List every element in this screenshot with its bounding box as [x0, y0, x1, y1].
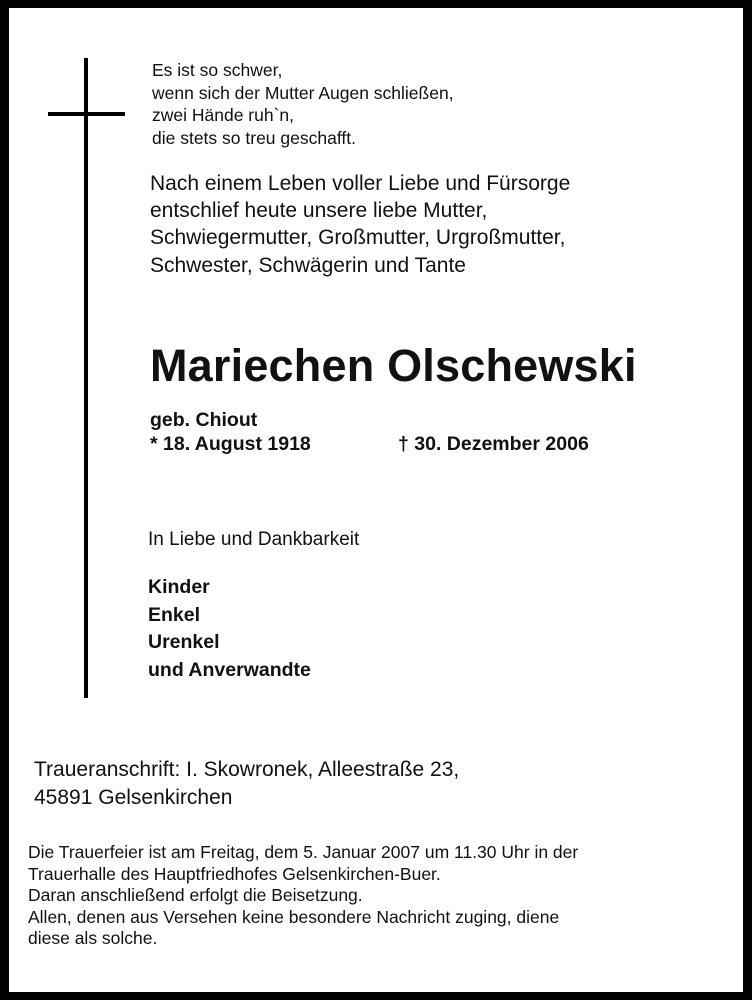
notice-line: Daran anschließend erfolgt die Beisetzung. — [28, 885, 363, 906]
mourner-item: und Anverwandte — [148, 658, 311, 681]
intro-line: Schwester, Schwägerin und Tante — [150, 253, 466, 277]
mourners-list — [148, 574, 311, 684]
notice-line: diese als solche. — [28, 928, 158, 949]
intro-block — [150, 170, 570, 279]
gratitude-line: In Liebe und Dankbarkeit — [148, 529, 360, 550]
funeral-notice — [28, 842, 578, 950]
cross-icon-vertical-bar — [84, 58, 88, 698]
notice-line: Allen, denen aus Versehen keine besondere Nachricht zuging, diene — [28, 906, 560, 927]
cross-icon-horizontal-bar — [48, 112, 125, 116]
birth-name: geb. Chiout — [150, 409, 258, 431]
birth-date: * 18. August 1918 — [150, 433, 311, 455]
deceased-name: Mariechen Olschewski — [150, 340, 637, 391]
notice-line: Die Trauerfeier ist am Freitag, dem 5. Januar 2007 um 11.30 Uhr in der — [28, 842, 579, 862]
poem-line: zwei Hände ruh`n, — [152, 105, 295, 125]
death-date: † 30. Dezember 2006 — [398, 433, 589, 455]
mourner-item: Urenkel — [148, 631, 220, 653]
poem-line: Es ist so schwer, — [152, 60, 283, 80]
poem-block — [152, 59, 454, 149]
mourner-item: Enkel — [148, 603, 201, 626]
mourning-address — [34, 756, 459, 811]
intro-line: entschlief heute unsere liebe Mutter, — [150, 199, 488, 223]
address-line: 45891 Gelsenkirchen — [34, 785, 233, 809]
intro-line: Nach einem Leben voller Liebe und Fürsorge — [150, 172, 571, 195]
intro-line: Schwiegermutter, Großmutter, Urgroßmutter, — [150, 226, 566, 250]
notice-line: Trauerhalle des Hauptfriedhofes Gelsenkirchen-Buer. — [28, 863, 441, 884]
poem-line: die stets so treu geschafft. — [152, 127, 356, 148]
address-line: Traueranschrift: I. Skowronek, Alleestraße 23, — [34, 758, 460, 781]
mourner-item: Kinder — [148, 576, 210, 598]
poem-line: wenn sich der Mutter Augen schließen, — [152, 82, 454, 103]
